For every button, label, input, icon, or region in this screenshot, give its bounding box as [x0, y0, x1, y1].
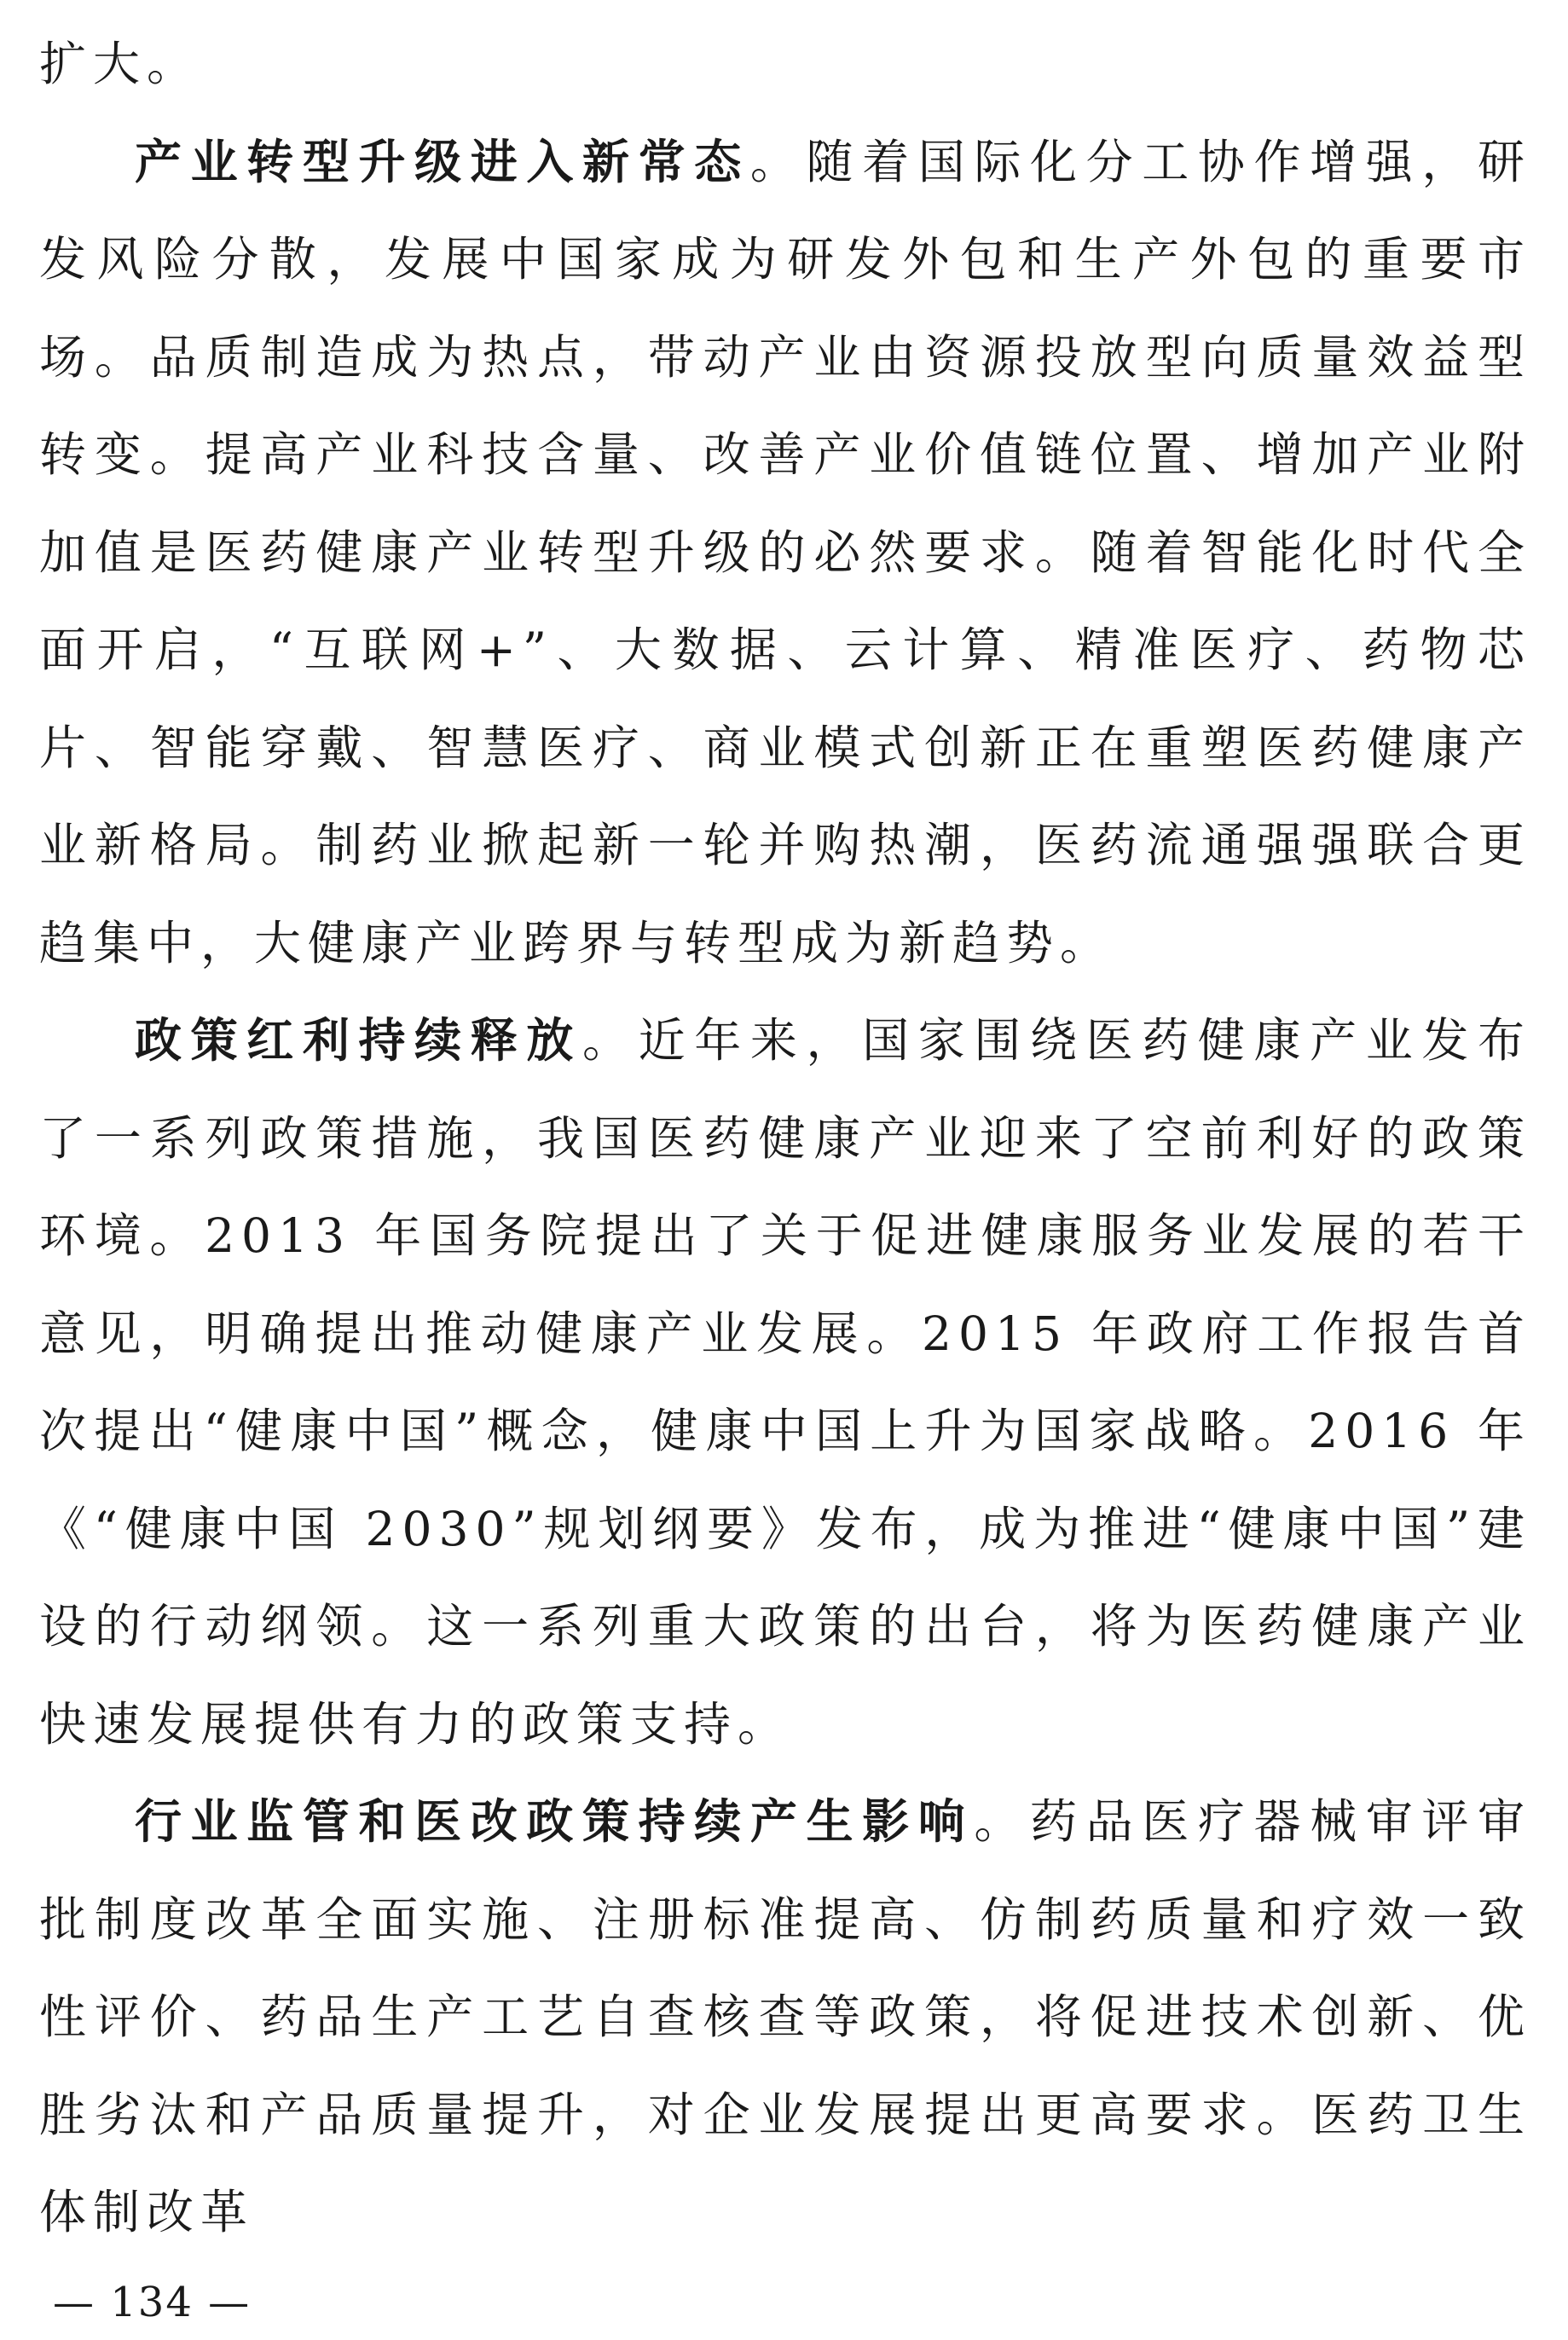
paragraph-body: 。随着国际化分工协作增强，研发风险分散，发展中国家成为研发外包和生产外包的重要市场。品质制造成为热点，带动产业由资源投放型向质量效益型转变。提高产业科技含量、改善产业价值链位置、增加产业附加值是医药健康产业转型升级的必然要求。随着智能化时代全面开启，“互联网+”、大数据、云计算、精准医疗、药物芯片、智能穿戴、智慧医疗、商业模式创新正在重塑医药健康产业新格局。制药业掀起新一轮并购热潮，医药流通强强联合更趋集中，大健康产业跨界与转型成为新趋势。	[39, 134, 1531, 970]
paragraph-industry-transformation	[39, 113, 1531, 993]
paragraph-heading: 产业转型升级进入新常态	[135, 133, 750, 189]
paragraph-body: 。药品医疗器械审评审批制度改革全面实施、注册标准提高、仿制药质量和疗效一致性评价、药品生产工艺自查核查等政策，将促进技术创新、优胜劣汰和产品质量提升，对企业发展提出更高要求。医药卫生体制改革	[39, 1794, 1531, 2239]
paragraph-heading: 行业监管和医改政策持续产生影响	[135, 1793, 975, 1849]
paragraph-policy-dividend	[39, 992, 1531, 1773]
paragraph-continuation	[39, 15, 1531, 113]
paragraph-body: 扩大。	[39, 37, 201, 91]
page-number: — 134 —	[53, 2279, 252, 2326]
document-page	[39, 15, 1531, 2262]
paragraph-heading: 政策红利持续释放	[135, 1012, 582, 1068]
paragraph-regulation-reform	[39, 1773, 1531, 2262]
paragraph-body: 。近年来，国家围绕医药健康产业发布了一系列政策措施，我国医药健康产业迎来了空前利好的政策环境。2013 年国务院提出了关于促进健康服务业发展的若干意见，明确提出推动健康产业发展。2015 年政府工作报告首次提出“健康中国”概念，健康中国上升为国家战略。2016 年《“健康中国 2030”规划纲要》发布，成为推进“健康中国”建设的行动纲领。这一系列重大政策的出台，将为医药健康产业快速发展提供有力的政策支持。	[39, 1013, 1531, 1752]
